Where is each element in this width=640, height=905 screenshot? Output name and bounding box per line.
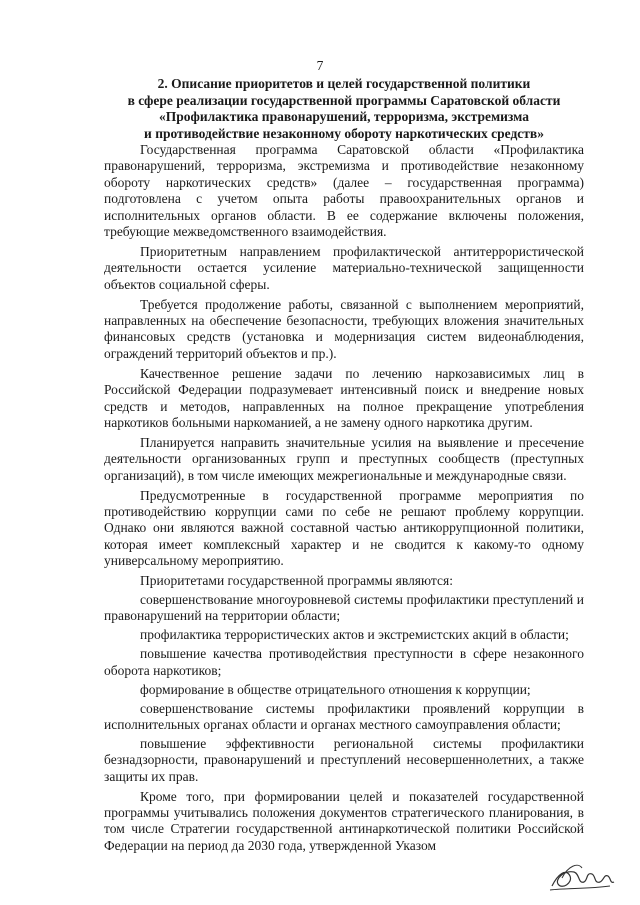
page-number: 7 <box>316 58 324 73</box>
paragraph: Предусмотренные в государственной программе мероприятия по противодействию коррупции сами по себе не решают проблему коррупции. Однако они являются важной составной частью антикоррупционной политики, которая имеет комплексный характер и не сводится к какому-то одному универсальному мероприятию. <box>104 487 584 569</box>
paragraph: Качественное решение задачи по лечению наркозависимых лиц в Российской Федерации подразумевает интенсивный поиск и внедрение новых средств и методов, направленных на полное прекращение употребления наркотиков больными наркоманией, а не замену одного наркотика другим. <box>104 365 584 430</box>
paragraph: Требуется продолжение работы, связанной с выполнением мероприятий, направленных на обеспечение безопасности, требующих вложения значительных финансовых средств (установка и модернизация систем видеонаблюдения, ограждений территорий объектов и пр.). <box>104 296 584 361</box>
heading-line: в сфере реализации государственной программы Саратовской области <box>127 92 561 108</box>
paragraph: Приоритетным направлением профилактической антитеррористической деятельности остается усиление материально-технической защищенности объектов социальной сферы. <box>104 243 584 292</box>
priority-item: профилактика террористических актов и экстремистских акций в области; <box>140 627 569 643</box>
priority-item: совершенствование системы профилактики проявлений коррупции в исполнительных органах области и органах местного самоуправления области; <box>104 700 584 732</box>
paragraph: Кроме того, при формировании целей и показателей государственной программы учитывались положения документов стратегического планирования, в том числе Стратегии государственной антинаркотической политики Российской Федерации на период да 2030 года, утвержденной Указом <box>104 788 584 853</box>
paragraph: Приоритетами государственной программы являются: <box>140 573 453 589</box>
heading-line: и противодействие незаконному обороту наркотических средств» <box>144 125 544 141</box>
priority-item: формирование в обществе отрицательного отношения к коррупции; <box>140 681 531 697</box>
priority-item: повышение эффективности региональной системы профилактики безнадзорности, правонарушений и преступлений несовершеннолетних, а также защиты их прав. <box>104 735 584 784</box>
priority-item: совершенствование многоуровневой системы профилактики преступлений и правонарушений на территории области; <box>104 592 584 624</box>
signature-icon <box>548 856 618 896</box>
priority-item: повышение качества противодействия преступности в сфере незаконного оборота наркотиков; <box>104 646 584 678</box>
section-heading <box>104 76 584 142</box>
heading-line: «Профилактика правонарушений, терроризма, экстремизма <box>158 109 530 125</box>
paragraph: Планируется направить значительные усилия на выявление и пресечение деятельности организованных групп и преступных сообществ (преступных организаций), в том числе имеющих межрегиональные и международные связи. <box>104 434 584 483</box>
heading-line: 2. Описание приоритетов и целей государственной политики <box>157 76 531 91</box>
paragraph: Государственная программа Саратовской области «Профилактика правонарушений, терроризма, экстремизма и противодействие незаконному обороту наркотических средств» (далее – государственная программа) подготовлена с учетом опыта работы правоохранительных органов и исполнительных органов области. В ее содержание включены положения, требующие межведомственного взаимодействия. <box>104 142 584 240</box>
body-text <box>104 142 584 854</box>
